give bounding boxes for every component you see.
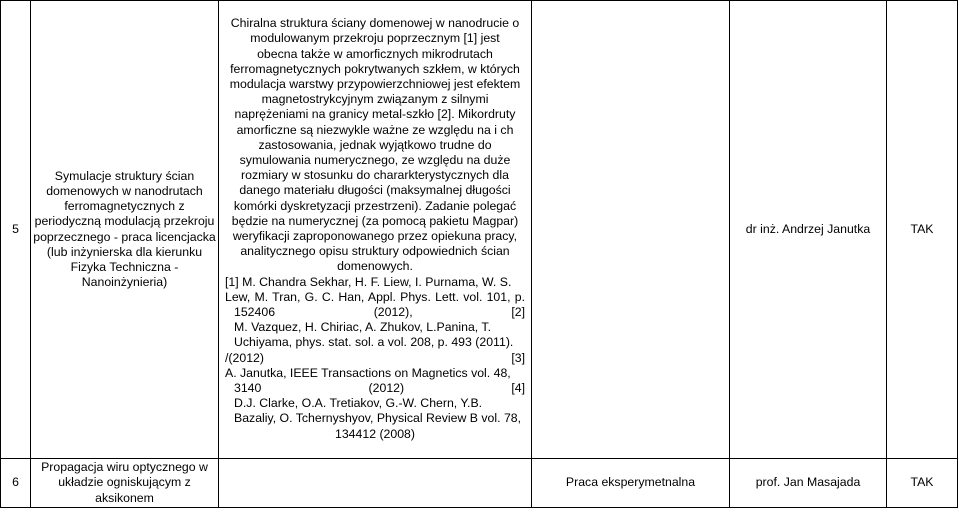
reference-line: D.J. Clarke, O.A. Tretiakov, G.-W. Chern, Y.B. [234, 396, 483, 411]
description-line: danego materiału długości (maksymalnej długości [239, 183, 511, 198]
table-row [1, 459, 958, 508]
row-number: 5 [1, 1, 31, 459]
reference-line: Uchiyama, phys. stat. sol. a vol. 208, p. 493 (2011). [234, 335, 514, 350]
description-line: amorficzne są niezwykle ważne ze względu na i ch [236, 122, 514, 137]
description-line: rozmiary w stosunku do chararkterystycznych dla [241, 168, 509, 183]
description-line: domenowych. [337, 259, 413, 274]
table-row [1, 1, 958, 459]
row-number: 6 [1, 459, 31, 508]
supervisor: prof. Jan Masajada [730, 459, 887, 508]
topic-title: Propagacja wiru optycznego w układzie ogniskującym z aksikonem [31, 459, 219, 508]
description-line: analitycznego opisu struktury odpowiednich ścian [240, 244, 510, 259]
availability: TAK [887, 1, 958, 459]
description-line: weryfikacji zaproponowanego przez opiekuna pracy, [232, 229, 518, 243]
supervisor: dr inż. Andrzej Janutka [730, 1, 887, 459]
description-line: modulowanym przekroju poprzecznym [1] jest [250, 31, 500, 46]
reference-line: 152406 (2012), [2] [234, 305, 525, 320]
description-line: obecna także w amorficznych mikrodrutach [257, 46, 493, 61]
description-line: ferromagnetycznych pokrytwanych szkłem, w których [230, 61, 520, 76]
topic-title: Symulacje struktury ścian domenowych w nanodrutach ferromagnetycznych z periodyczną modulacją przekroju poprzecznego - praca licencjacka (lub inżynierska dla kierunku Fizyka Techniczna -Nanoinżynieria) [31, 1, 219, 459]
reference-line: 3140 (2012) [4] [234, 381, 525, 396]
description-line: modulacja warstwy przypowierzchniowej jest efektem [229, 76, 521, 91]
topic-description [219, 459, 532, 508]
reference-line: M. Vazquez, H. Chiriac, A. Zhukov, L.Panina, T. [234, 320, 491, 335]
topic-type: Praca eksperymetnalna [532, 459, 730, 508]
topic-description [219, 1, 532, 459]
description-line: naprężeniami na granicy metal-szkło [2]. Mikordruty [234, 107, 516, 122]
reference-line: [1] M. Chandra Sekhar, H. F. Liew, I. Purnama, W. S. [225, 274, 512, 289]
reference-line: Bazaliy, O. Tchernyshyov, Physical Review B vol. 78, [234, 411, 522, 426]
reference-line: A. Janutka, IEEE Transactions on Magnetics vol. 48, [225, 365, 511, 380]
reference-line: Lew, M. Tran, G. C. Han, Appl. Phys. Lett. vol. 101, p. [225, 289, 525, 304]
description-line: magnetostrykcyjnym związanym z silnymi [261, 92, 489, 107]
description-line: symulowania numerycznego, ze względu na duże [239, 152, 511, 167]
availability: TAK [887, 459, 958, 508]
reference-line: 134412 (2008) [335, 426, 415, 441]
description-line: będzie na numerycznej (za pomocą pakietu Magpar) [231, 213, 519, 228]
topic-type [532, 1, 730, 459]
references-block [225, 275, 525, 442]
description-line: komórki dyskretyzacji przestrzeni). Zadanie polegać [233, 198, 517, 213]
description-line: zastosowania, jednak wyjątkowo trudne do [258, 137, 492, 152]
description-line: Chiralna struktura ściany domenowej w nanodrucie o [230, 16, 520, 31]
reference-line: /(2012) [3] [225, 350, 525, 365]
